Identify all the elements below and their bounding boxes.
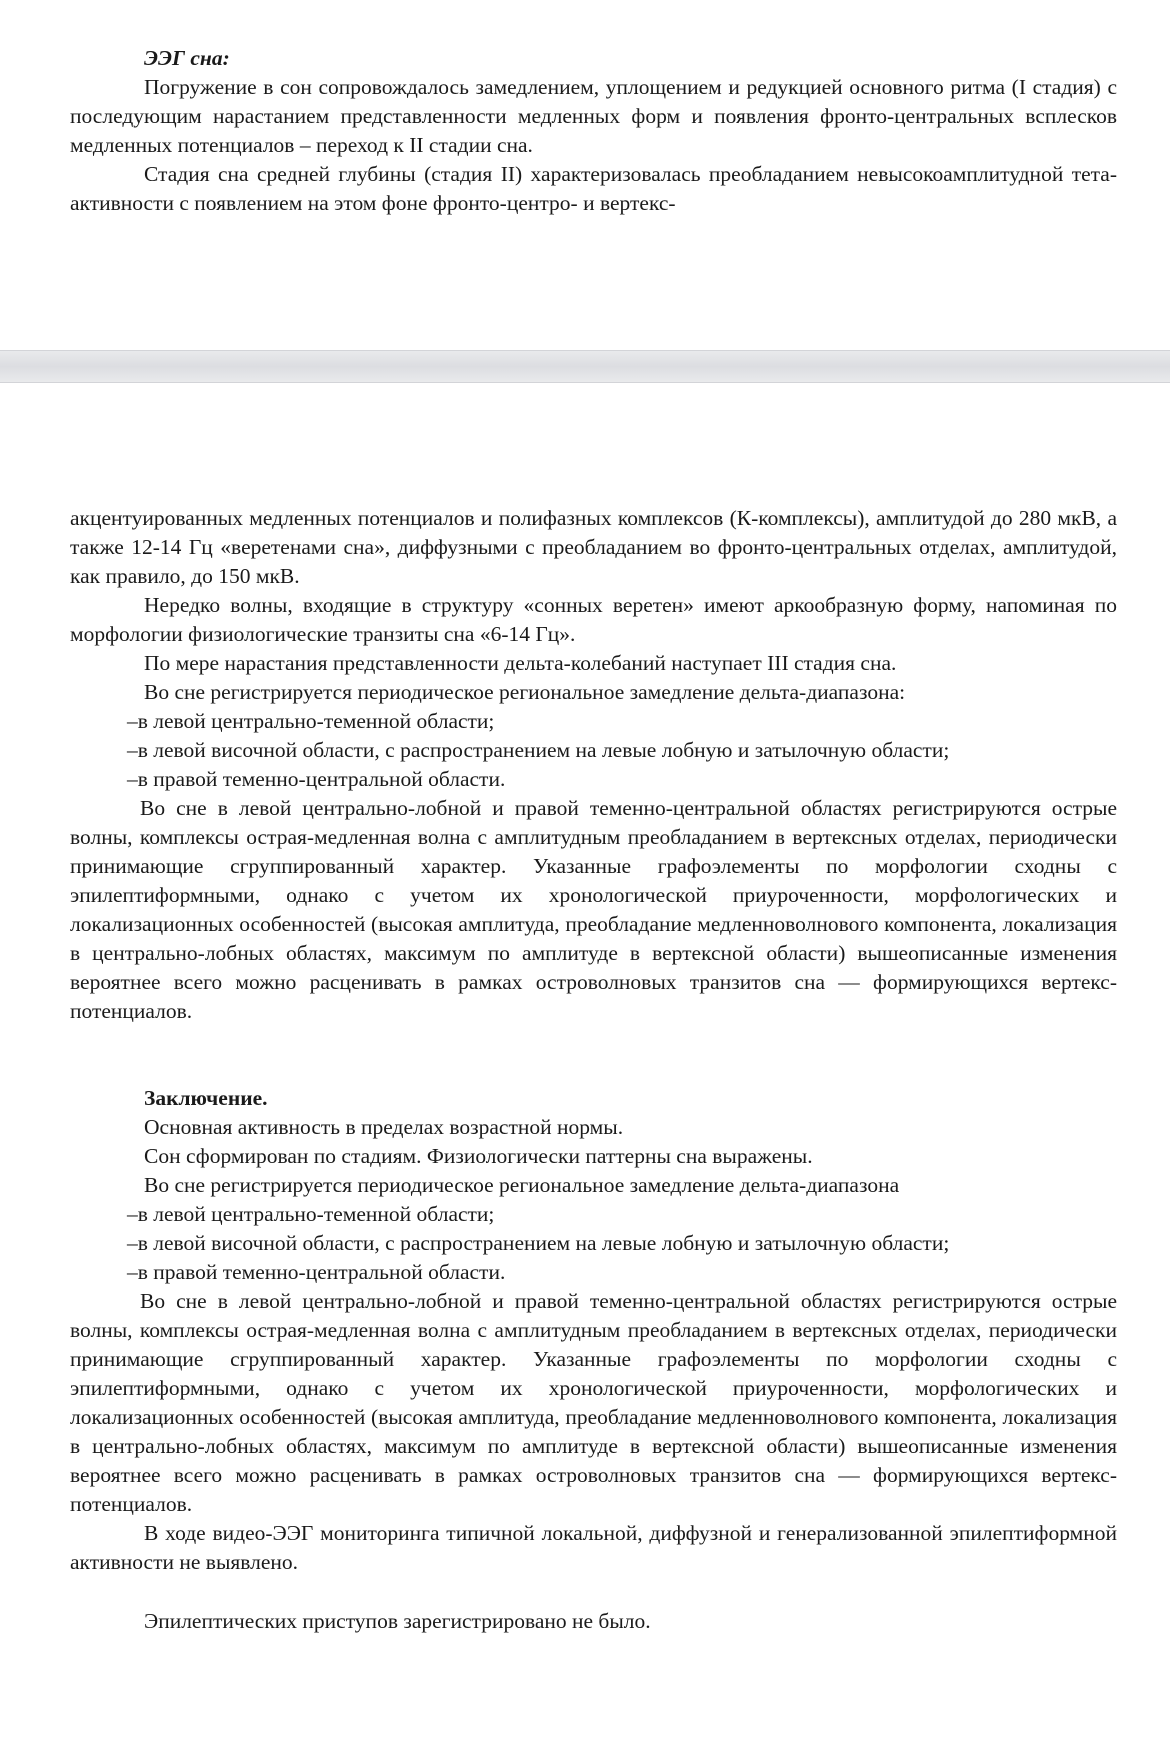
spacer [70, 1026, 1117, 1084]
paragraph: Во сне в левой центрально-лобной и правой теменно-центральной областях регистрируются острые волны, комплексы острая-медленная волна с амплитудным преобладанием в вертексных отделах, периодически принимающие сгруппированный характер. Указанные графоэлементы по морфологии сходны с эпилептиформными, однако с учетом их хронологической приуроченности, морфологических и локализационных особенностей (высокая амплитуда, преобладание медленноволнового компонента, локализация в центрально-лобных областях, максимум по амплитуде в вертексной области) вышеописанные изменения вероятнее всего можно расценивать в рамках островолновых транзитов сна — формирующихся вертекс-потенциалов. [70, 796, 1117, 1023]
document-page-2 [0, 383, 1170, 1746]
list-item: –в левой центрально-теменной области; [127, 1202, 495, 1226]
paragraph: По мере нарастания представленности дельта-колебаний наступает III стадия сна. [144, 651, 897, 675]
paragraph: акцентуированных медленных потенциалов и полифазных комплексов (К-комплексы), амплитудой до 280 мкВ, а также 12-14 Гц «веретенами сна», диффузными с преобладанием во фронто-центральных отделах, амплитудой, как правило, до 150 мкВ. [70, 506, 1117, 588]
paragraph: Основная активность в пределах возрастной нормы. [144, 1115, 624, 1139]
list-item: –в правой теменно-центральной области. [127, 1260, 506, 1284]
paragraph: Во сне в левой центрально-лобной и правой теменно-центральной областях регистрируются острые волны, комплексы острая-медленная волна с амплитудным преобладанием в вертексных отделах, периодически принимающие сгруппированный характер. Указанные графоэлементы по морфологии сходны с эпилептиформными, однако с учетом их хронологической приуроченности, морфологических и локализационных особенностей (высокая амплитуда, преобладание медленноволнового компонента, локализация в центрально-лобных областях, максимум по амплитуде в вертексной области) вышеописанные изменения вероятнее всего можно расценивать в рамках островолновых транзитов сна — формирующихся вертекс-потенциалов. [70, 1289, 1117, 1516]
list-item: –в левой височной области, с распространением на левые лобную и затылочную области; [127, 1231, 950, 1255]
page-separator [0, 350, 1170, 383]
paragraph: Нередко волны, входящие в структуру «сонных веретен» имеют аркообразную форму, напоминая по морфологии физиологические транзиты сна «6-14 Гц». [70, 593, 1117, 646]
paragraph: Стадия сна средней глубины (стадия II) характеризовалась преобладанием невысокоамплитудной тета-активности с появлением на этом фоне фронто-центро- и вертекс- [70, 162, 1117, 215]
page-1-text [70, 44, 1117, 218]
paragraph: Во сне регистрируется периодическое региональное замедление дельта-диапазона [144, 1173, 900, 1197]
list-item: –в левой центрально-теменной области; [127, 709, 495, 733]
conclusion-heading: Заключение. [144, 1086, 268, 1110]
document-page-1 [0, 0, 1170, 350]
paragraph: Сон сформирован по стадиям. Физиологически паттерны сна выражены. [144, 1144, 813, 1168]
paragraph: Во сне регистрируется периодическое региональное замедление дельта-диапазона: [144, 680, 906, 704]
paragraph: Эпилептических приступов зарегистрировано не было. [144, 1609, 651, 1633]
paragraph: Погружение в сон сопровождалось замедлением, уплощением и редукцией основного ритма (I стадия) с последующим нарастанием представленности медленных форм и появления фронто-центральных всплесков медленных потенциалов – переход к II стадии сна. [70, 75, 1117, 157]
list-item: –в левой височной области, с распространением на левые лобную и затылочную области; [127, 738, 950, 762]
paragraph: В ходе видео-ЭЭГ мониторинга типичной локальной, диффузной и генерализованной эпилептиформной активности не выявлено. [70, 1521, 1117, 1574]
list-item: –в правой теменно-центральной области. [127, 767, 506, 791]
page-2-text [70, 504, 1117, 1636]
sleep-eeg-heading: ЭЭГ сна: [144, 46, 230, 70]
spacer [70, 1577, 1117, 1607]
